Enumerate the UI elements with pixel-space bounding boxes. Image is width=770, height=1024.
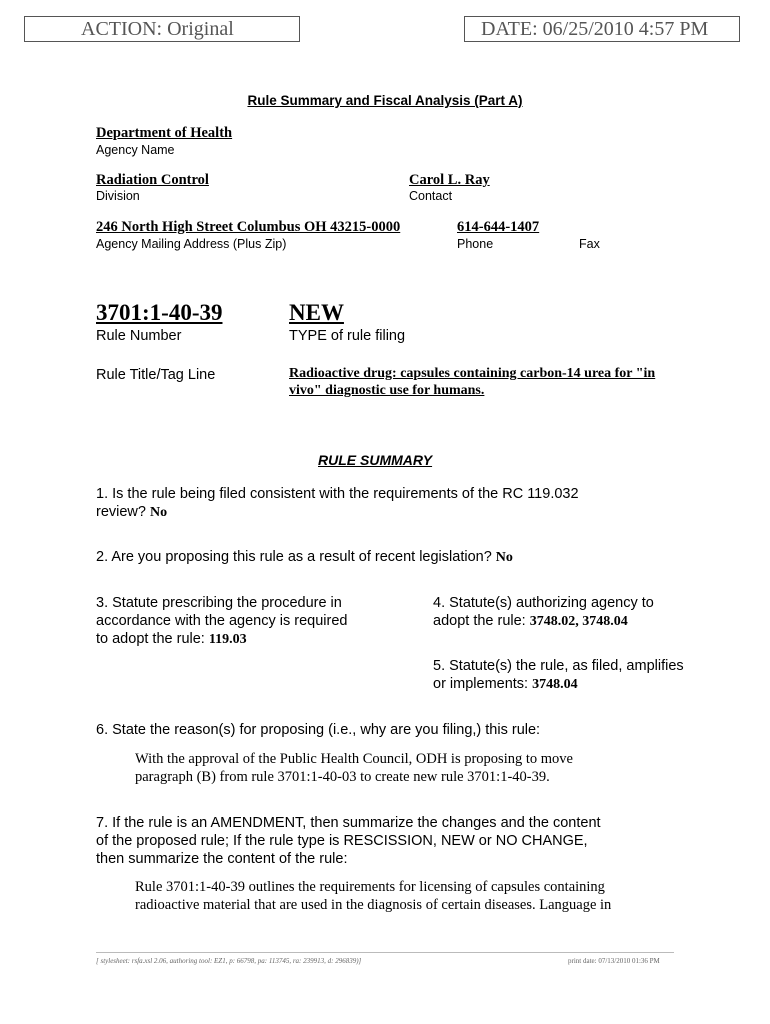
question-4-line2 bbox=[433, 612, 654, 631]
contact-value: Carol L. Ray bbox=[409, 172, 490, 188]
division-value: Radiation Control bbox=[96, 172, 209, 188]
question-3-answer: 119.03 bbox=[208, 632, 247, 647]
question-1-line1: 1. Is the rule being filed consistent with the requirements of the RC 119.032 bbox=[96, 486, 579, 502]
footer-stylesheet-info: [ stylesheet: rsfa.xsl 2.06, authoring tool: EZ1, p: 66798, pa: 113745, ra: 239913, d: 296839)] bbox=[96, 957, 362, 965]
address-value: 246 North High Street Columbus OH 43215-0000 bbox=[96, 219, 401, 235]
action-box bbox=[24, 16, 300, 42]
action-label: ACTION: Original bbox=[81, 18, 234, 40]
question-3-text: to adopt the rule: bbox=[96, 631, 205, 647]
question-6: 6. State the reason(s) for proposing (i.e., why are you filing,) this rule: bbox=[96, 722, 541, 738]
question-7-line1: 7. If the rule is an AMENDMENT, then summarize the changes and the content bbox=[96, 815, 601, 831]
question-4-answer: 3748.02, 3748.04 bbox=[529, 614, 628, 629]
question-2-text: 2. Are you proposing this rule as a result of recent legislation? bbox=[96, 549, 492, 565]
question-5-line2 bbox=[433, 675, 684, 694]
agency-name-value: Department of Health bbox=[96, 125, 233, 141]
question-5-line1: 5. Statute(s) the rule, as filed, amplifies bbox=[433, 658, 684, 674]
question-5-answer: 3748.04 bbox=[532, 677, 578, 692]
question-4 bbox=[433, 594, 654, 631]
address-label: Agency Mailing Address (Plus Zip) bbox=[96, 237, 287, 251]
rule-title-line2: vivo" diagnostic use for humans. bbox=[289, 383, 485, 398]
question-3-line1: 3. Statute prescribing the procedure in bbox=[96, 595, 342, 611]
question-1-line2 bbox=[96, 503, 579, 522]
footer-print-date: print date: 07/13/2010 01:36 PM bbox=[568, 957, 660, 965]
date-box bbox=[464, 16, 740, 42]
question-1-text: review? bbox=[96, 504, 146, 520]
question-7-answer bbox=[135, 878, 611, 914]
question-2 bbox=[96, 548, 513, 567]
question-7-line2: of the proposed rule; If the rule type is RESCISSION, NEW or NO CHANGE, bbox=[96, 833, 588, 849]
rule-type-label: TYPE of rule filing bbox=[289, 328, 406, 344]
question-6-answer bbox=[135, 750, 573, 786]
question-1 bbox=[96, 485, 579, 522]
question-7 bbox=[96, 814, 601, 868]
question-3 bbox=[96, 594, 347, 649]
agency-name-label: Agency Name bbox=[96, 143, 175, 157]
question-5-text: or implements: bbox=[433, 676, 529, 692]
rule-title-line1: Radioactive drug: capsules containing carbon-14 urea for "in bbox=[289, 366, 656, 381]
question-1-answer: No bbox=[150, 505, 168, 520]
phone-label: Phone bbox=[457, 237, 494, 251]
question-4-text: adopt the rule: bbox=[433, 613, 526, 629]
question-6-answer-line2: paragraph (B) from rule 3701:1-40-03 to create new rule 3701:1-40-39. bbox=[135, 769, 550, 785]
rule-number-value: 3701:1-40-39 bbox=[96, 300, 223, 325]
rule-number-label: Rule Number bbox=[96, 328, 182, 344]
fax-label: Fax bbox=[579, 237, 600, 251]
question-5 bbox=[433, 657, 684, 694]
rule-summary-heading: RULE SUMMARY bbox=[318, 452, 433, 468]
rule-type-value: NEW bbox=[289, 300, 344, 325]
question-7-answer-line2: radioactive material that are used in the diagnosis of certain diseases. Language in bbox=[135, 897, 612, 913]
phone-value: 614-644-1407 bbox=[457, 219, 540, 235]
date-label: DATE: 06/25/2010 4:57 PM bbox=[481, 18, 709, 40]
question-2-answer: No bbox=[495, 550, 513, 565]
division-label: Division bbox=[96, 189, 140, 203]
footer-rule bbox=[96, 952, 674, 953]
question-4-line1: 4. Statute(s) authorizing agency to bbox=[433, 595, 654, 611]
rule-title-label: Rule Title/Tag Line bbox=[96, 367, 216, 383]
contact-label: Contact bbox=[409, 189, 453, 203]
page-title: Rule Summary and Fiscal Analysis (Part A) bbox=[247, 93, 523, 108]
question-7-answer-line1: Rule 3701:1-40-39 outlines the requirements for licensing of capsules containing bbox=[135, 879, 605, 895]
question-3-line3 bbox=[96, 630, 347, 649]
question-6-answer-line1: With the approval of the Public Health Council, ODH is proposing to move bbox=[135, 751, 573, 767]
question-3-line2: accordance with the agency is required bbox=[96, 613, 348, 629]
question-7-line3: then summarize the content of the rule: bbox=[96, 851, 348, 867]
